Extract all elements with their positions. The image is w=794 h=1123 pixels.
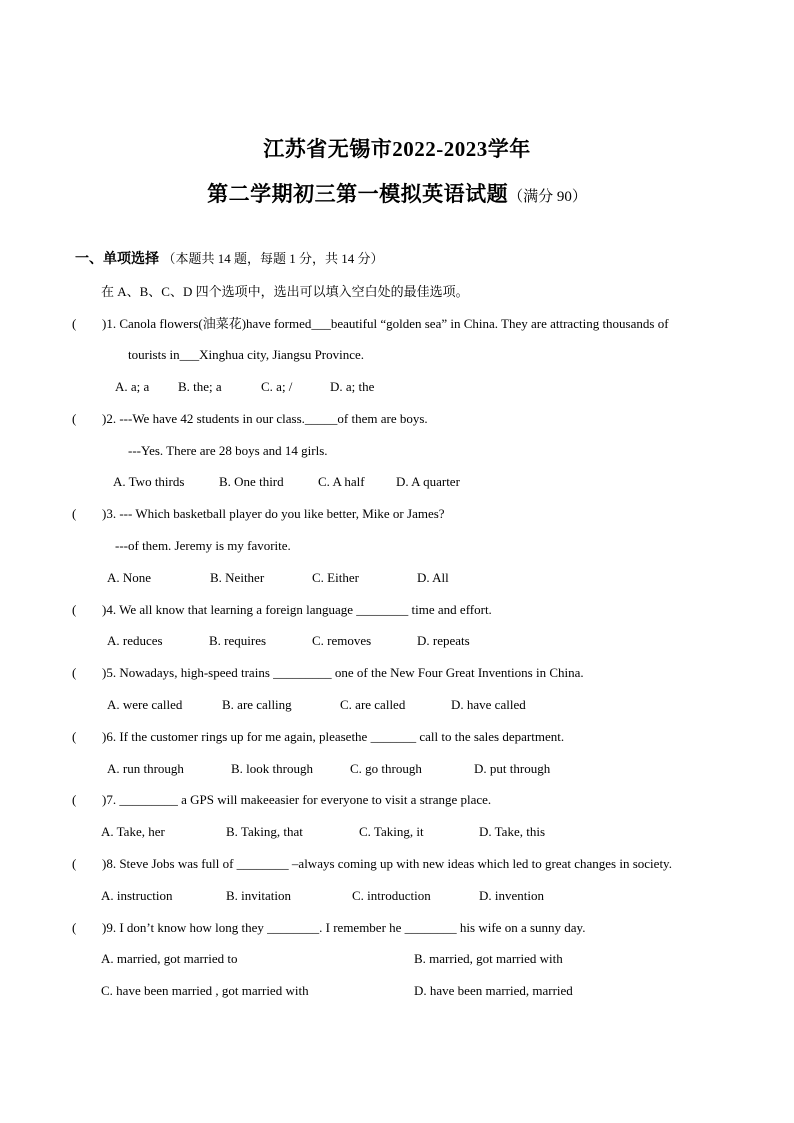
section-title: 一、单项选择 (75, 252, 159, 267)
q8-option-c: C. introduction (352, 888, 431, 903)
answer-bracket: ( (72, 602, 77, 617)
question-2 (72, 410, 428, 428)
answer-bracket: ( (72, 856, 77, 871)
question-stem: )1. Canola flowers(油菜花)have formed___beautiful “golden sea” in China. They are attracting thousands of (102, 316, 669, 331)
q1-option-b: B. the; a (178, 379, 222, 394)
question-stem: )5. Nowadays, high-speed trains _________ one of the New Four Great Inventions in China. (102, 665, 584, 680)
question-4 (72, 601, 492, 619)
q7-option-a: A. Take, her (101, 824, 165, 839)
q9-option-b: B. married, got married with (414, 951, 563, 966)
q4-option-c: C. removes (312, 633, 372, 648)
q3-option-c: C. Either (312, 570, 359, 585)
question-stem: )6. If the customer rings up for me again, pleasethe _______ call to the sales department. (102, 729, 565, 744)
section-instruction: 在 A、B、C、D 四个选项中，选出可以填入空白处的最佳选项。 (101, 284, 469, 299)
q8-option-a: A. instruction (101, 888, 173, 903)
q1-option-a: A. a; a (115, 379, 150, 394)
q4-option-b: B. requires (209, 633, 267, 648)
q5-option-b: B. are calling (222, 697, 292, 712)
question-stem: )2. ---We have 42 students in our class._____of them are boys. (102, 411, 428, 426)
answer-bracket: ( (72, 506, 77, 521)
section-note: （本题共 14 题，每题 1 分，共 14 分） (162, 251, 384, 266)
question-3-line2: ---of them. Jeremy is my favorite. (115, 538, 291, 553)
answer-bracket: ( (72, 665, 77, 680)
question-1 (72, 315, 669, 333)
question-stem: )4. We all know that learning a foreign language ________ time and effort. (102, 602, 492, 617)
question-7 (72, 791, 491, 809)
q9-option-d: D. have been married, married (414, 983, 573, 998)
answer-bracket: ( (72, 920, 77, 935)
q9-option-a: A. married, got married to (101, 951, 238, 966)
question-stem: )8. Steve Jobs was full of ________ –always coming up with new ideas which led to great changes in society. (102, 856, 672, 871)
q6-option-b: B. look through (231, 761, 313, 776)
q3-option-d: D. All (417, 570, 449, 585)
q7-option-b: B. Taking, that (226, 824, 303, 839)
q1-option-c: C. a; / (261, 379, 293, 394)
answer-bracket: ( (72, 316, 77, 331)
question-stem: )3. --- Which basketball player do you like better, Mike or James? (102, 506, 445, 521)
q4-option-d: D. repeats (417, 633, 470, 648)
question-5 (72, 664, 584, 682)
page-title: 江苏省无锡市2022-2023学年 (263, 137, 531, 161)
q3-option-b: B. Neither (210, 570, 265, 585)
q2-option-c: C. A half (318, 474, 365, 489)
q2-option-d: D. A quarter (396, 474, 460, 489)
q6-option-a: A. run through (107, 761, 184, 776)
question-stem: )9. I don’t know how long they ________. I remember he ________ his wife on a sunny day. (102, 920, 586, 935)
q3-option-a: A. None (107, 570, 152, 585)
question-stem: )7. _________ a GPS will makeeasier for everyone to visit a strange place. (102, 792, 492, 807)
answer-bracket: ( (72, 411, 77, 426)
answer-bracket: ( (72, 729, 77, 744)
q7-option-d: D. Take, this (479, 824, 546, 839)
question-6 (72, 728, 564, 746)
question-2-line2: ---Yes. There are 28 boys and 14 girls. (128, 443, 328, 458)
q7-option-c: C. Taking, it (359, 824, 424, 839)
question-8 (72, 855, 672, 873)
q5-option-d: D. have called (451, 697, 526, 712)
answer-bracket: ( (72, 792, 77, 807)
q6-option-c: C. go through (350, 761, 422, 776)
q1-option-d: D. a; the (330, 379, 375, 394)
section-heading (75, 250, 384, 269)
full-score: （满分 90） (508, 189, 587, 205)
q6-option-d: D. put through (474, 761, 551, 776)
question-1-line2: tourists in___Xinghua city, Jiangsu Province. (128, 347, 365, 362)
q8-option-d: D. invention (479, 888, 544, 903)
question-3 (72, 505, 445, 523)
question-9 (72, 919, 585, 937)
q2-option-b: B. One third (219, 474, 284, 489)
q4-option-a: A. reduces (107, 633, 163, 648)
page-subtitle (0, 178, 794, 208)
q8-option-b: B. invitation (226, 888, 291, 903)
q2-option-a: A. Two thirds (113, 474, 185, 489)
q9-option-c: C. have been married , got married with (101, 983, 309, 998)
q5-option-a: A. were called (107, 697, 183, 712)
subtitle-text: 第二学期初三第一模拟英语试题 (207, 182, 509, 206)
q5-option-c: C. are called (340, 697, 406, 712)
